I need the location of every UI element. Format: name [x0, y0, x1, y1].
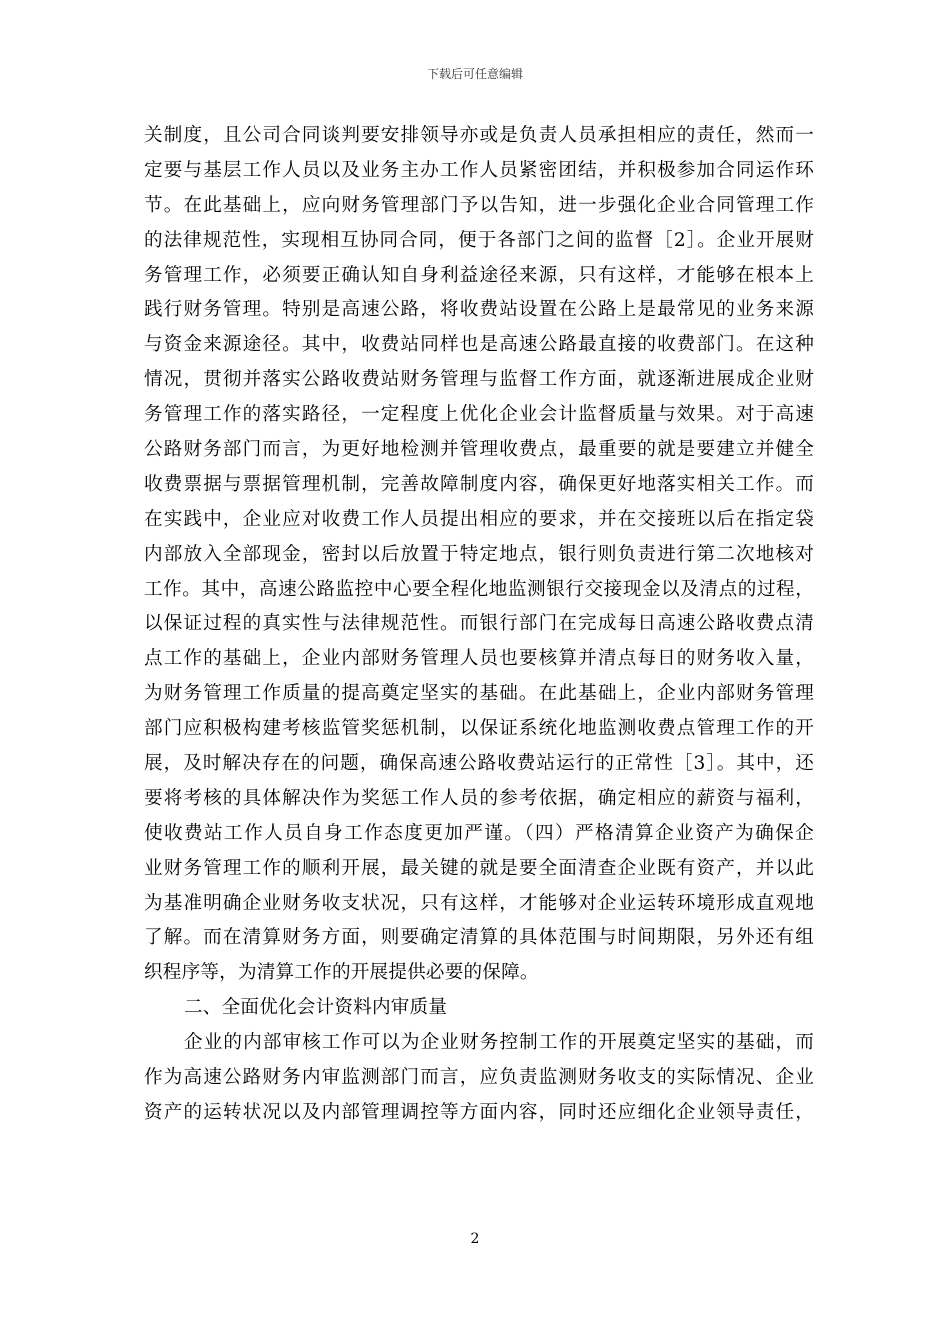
text-line: 工作。其中，高速公路监控中心要全程化地监测银行交接现金以及清点的过程， [144, 578, 814, 600]
text-line: 业财务管理工作的顺利开展，最关键的就是要全面清查企业既有资产，并以此 [144, 857, 814, 879]
section-heading: 二、全面优化会计资料内审质量 [184, 997, 448, 1019]
text-line: 收费票据与票据管理机制，完善故障制度内容，确保更好地落实相关工作。而 [144, 473, 814, 495]
text-line: 点工作的基础上，企业内部财务管理人员也要核算并清点每日的财务收入量， [144, 648, 814, 670]
text-line: 作为高速公路财务内审监测部门而言，应负责监测财务收支的实际情况、企业 [144, 1067, 814, 1089]
text-line: 展，及时解决存在的问题，确保高速公路收费站运行的正常性［3］。其中，还 [144, 753, 814, 775]
text-line: 要将考核的具体解决作为奖惩工作人员的参考依据，确定相应的薪资与福利， [144, 787, 814, 809]
text-line: 以保证过程的真实性与法律规范性。而银行部门在完成每日高速公路收费点清 [144, 613, 814, 635]
text-line: 资产的运转状况以及内部管理调控等方面内容，同时还应细化企业领导责任， [144, 1101, 814, 1123]
text-line: 内部放入全部现金，密封以后放置于特定地点，银行则负责进行第二次地核对 [144, 543, 814, 565]
text-line: 务管理工作的落实路径，一定程度上优化企业会计监督质量与效果。对于高速 [144, 404, 814, 426]
text-line: 节。在此基础上，应向财务管理部门予以告知，进一步强化企业合同管理工作 [144, 194, 814, 216]
text-line: 务管理工作，必须要正确认知自身利益途径来源，只有这样，才能够在根本上 [144, 264, 814, 286]
text-line: 部门应积极构建考核监管奖惩机制，以保证系统化地监测收费点管理工作的开 [144, 718, 814, 740]
text-line: 为基准明确企业财务收支状况，只有这样，才能够对企业运转环境形成直观地 [144, 892, 814, 914]
text-line: 情况，贯彻并落实公路收费站财务管理与监督工作方面，就逐渐进展成企业财 [144, 369, 814, 391]
page-number: 2 [470, 1231, 480, 1247]
page-header: 下载后可任意编辑 [426, 67, 523, 81]
document-body [144, 119, 814, 1131]
text-line: 关制度，且公司合同谈判要安排领导亦或是负责人员承担相应的责任，然而一 [144, 125, 814, 146]
text-line: 与资金来源途径。其中，收费站同样也是高速公路最直接的收费部门。在这种 [144, 334, 814, 356]
text-line: 定要与基层工作人员以及业务主办工作人员紧密团结，并积极参加合同运作环 [144, 159, 814, 181]
text-line: 织程序等，为清算工作的开展提供必要的保障。 [144, 962, 539, 984]
text-line: 践行财务管理。特别是高速公路，将收费站设置在公路上是最常见的业务来源 [144, 299, 814, 321]
text-line: 公路财务部门而言，为更好地检测并管理收费点，最重要的就是要建立并健全 [144, 439, 814, 461]
text-line: 使收费站工作人员自身工作态度更加严谨。（四）严格清算企业资产为确保企 [144, 822, 814, 844]
text-line: 了解。而在清算财务方面，则要确定清算的具体范围与时间期限，另外还有组 [144, 927, 814, 949]
text-line: 在实践中，企业应对收费工作人员提出相应的要求，并在交接班以后在指定袋 [144, 508, 814, 530]
text-line: 为财务管理工作质量的提高奠定坚实的基础。在此基础上，企业内部财务管理 [144, 683, 814, 705]
text-line: 的法律规范性，实现相互协同合同，便于各部门之间的监督［2］。企业开展财 [144, 229, 814, 251]
text-line: 企业的内部审核工作可以为企业财务控制工作的开展奠定坚实的基础，而 [184, 1032, 814, 1054]
